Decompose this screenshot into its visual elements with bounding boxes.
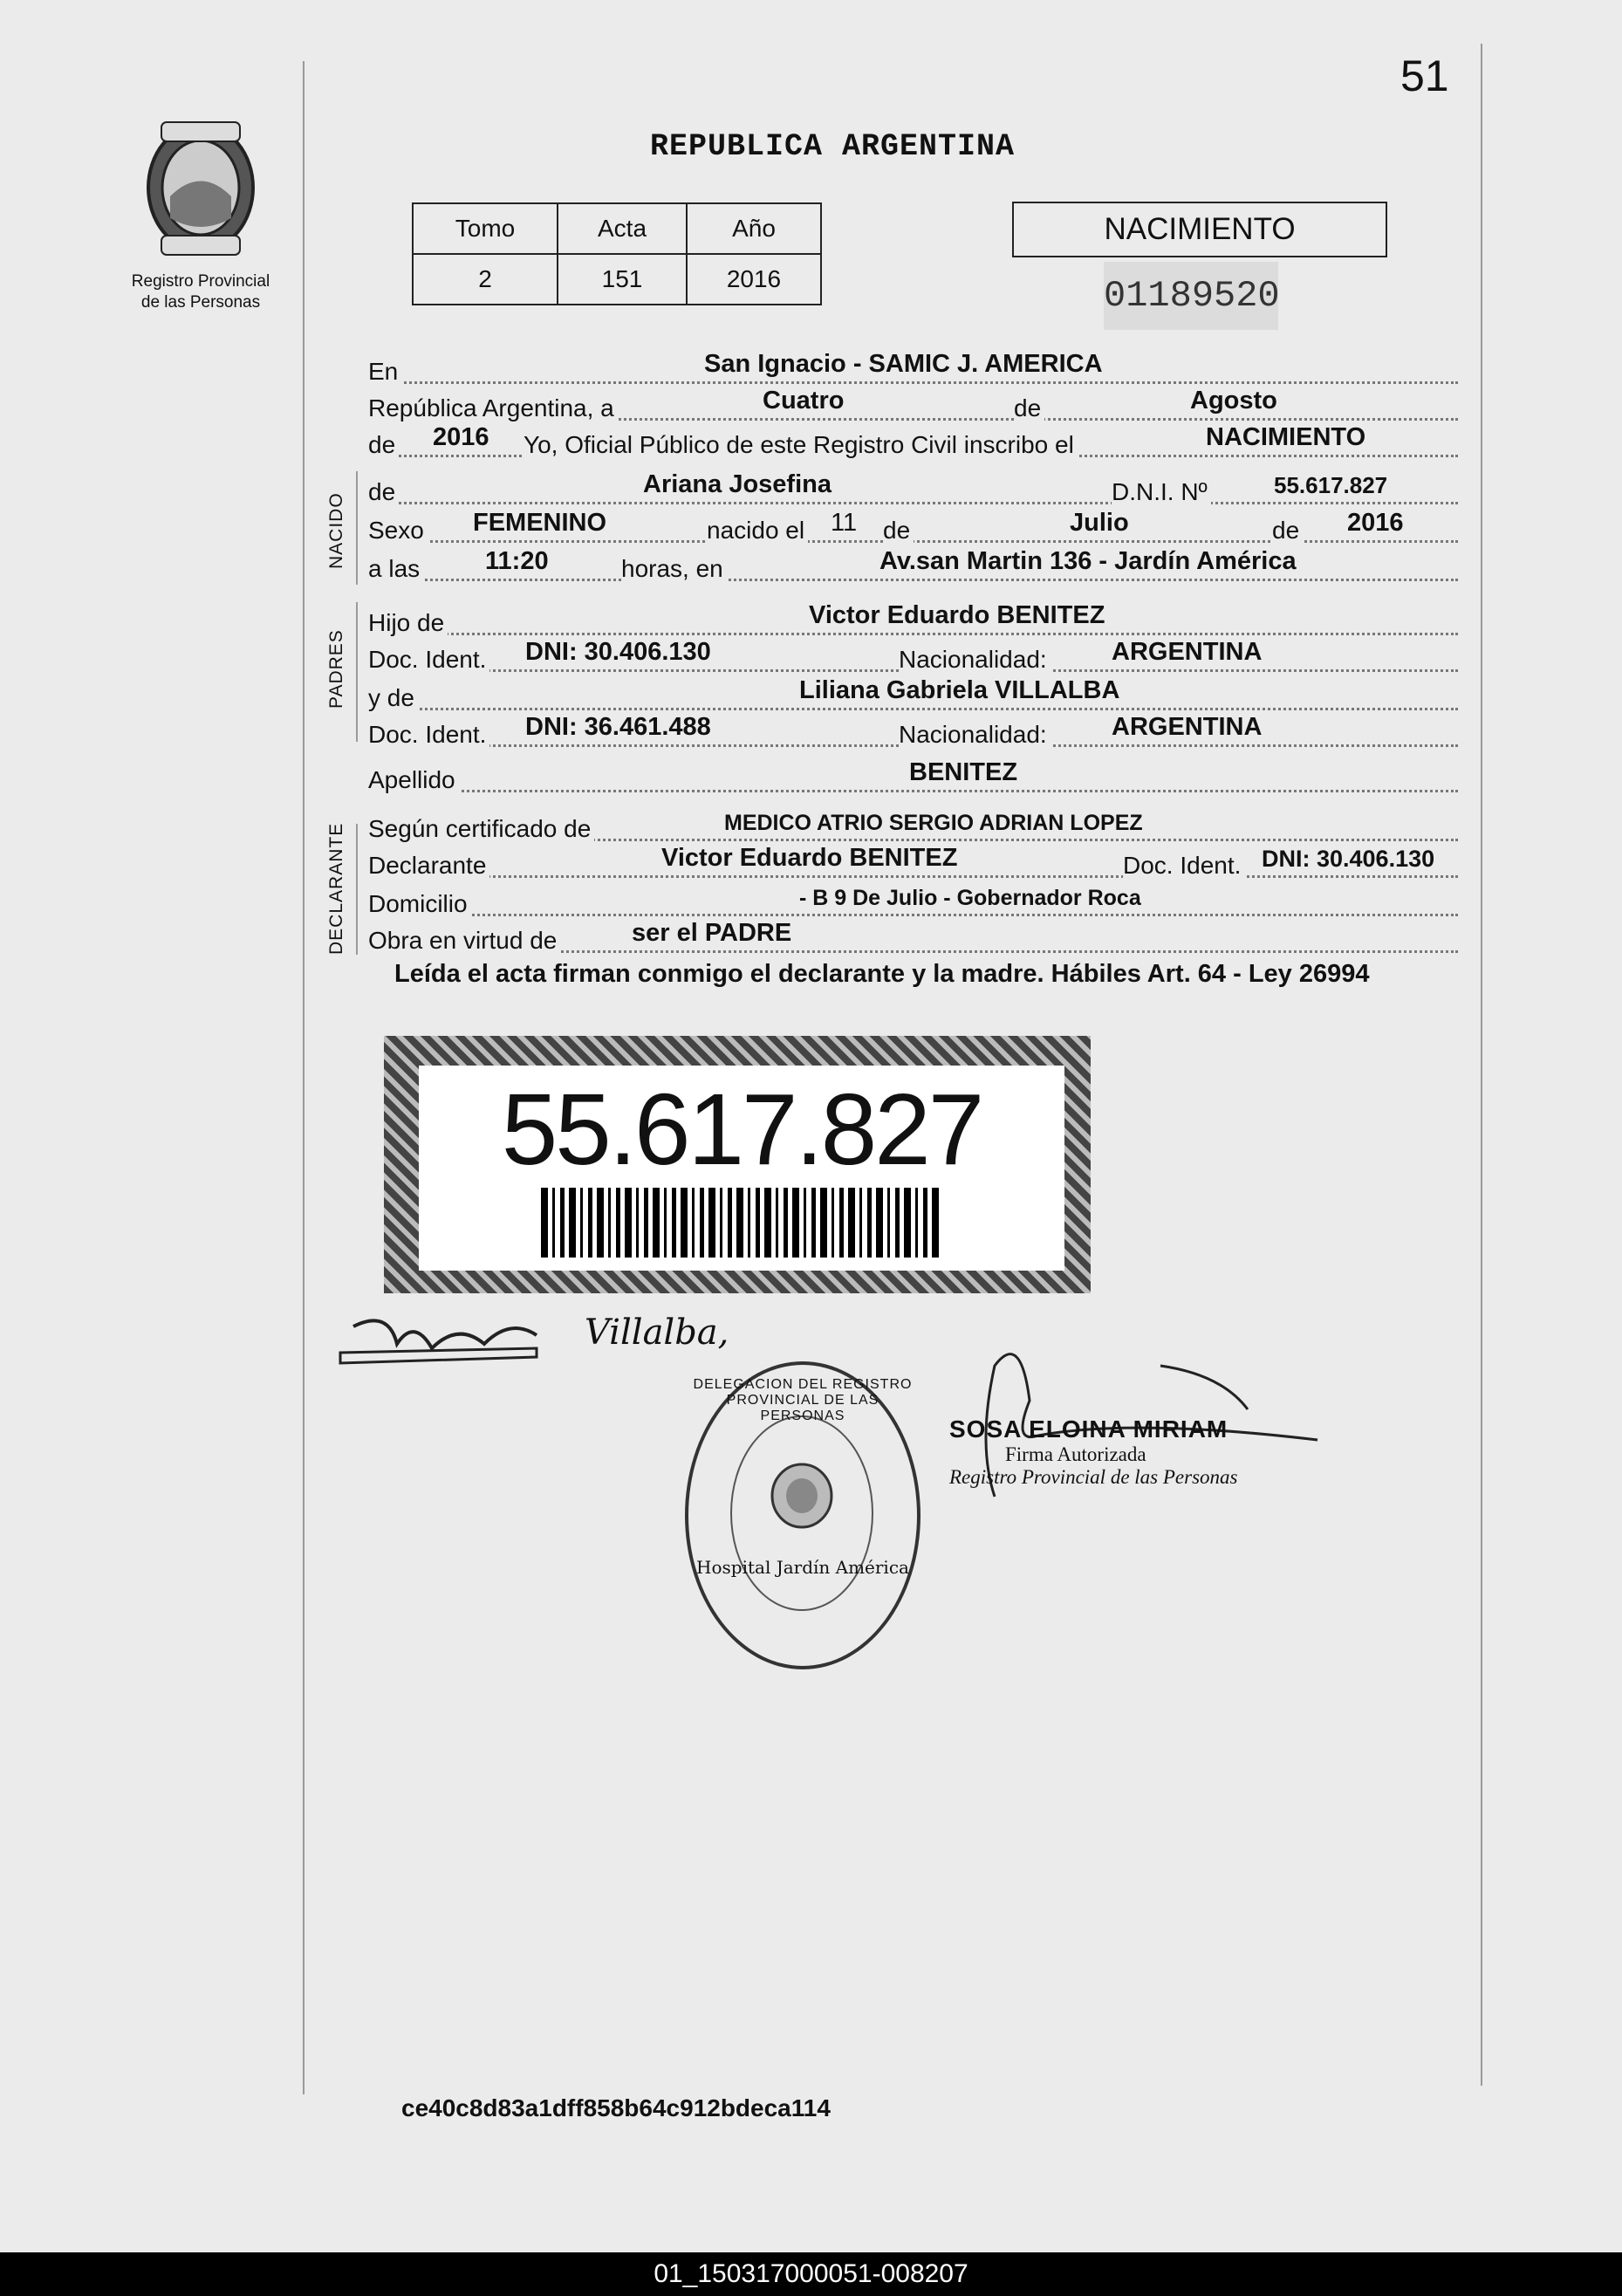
row-certificado bbox=[368, 808, 1458, 846]
registry-logo bbox=[113, 113, 288, 313]
value-padre-doc: DNI: 30.406.130 bbox=[525, 638, 711, 666]
label-de3: de bbox=[368, 478, 399, 506]
value-padre: Victor Eduardo BENITEZ bbox=[809, 601, 1105, 629]
signatures bbox=[336, 1300, 729, 1383]
value-birth-time: 11:20 bbox=[485, 547, 549, 575]
stamp-inner-text: Hospital Jardín América bbox=[696, 1557, 909, 1578]
value-apellido: BENITEZ bbox=[909, 758, 1018, 786]
page-number: 51 bbox=[1400, 51, 1449, 100]
dotted-line bbox=[368, 579, 1458, 581]
logo-caption bbox=[113, 271, 288, 313]
header-ano: Año bbox=[687, 203, 821, 254]
label-yde: y de bbox=[368, 684, 418, 712]
stamp-emblem-icon bbox=[767, 1461, 837, 1531]
row-fecha bbox=[368, 387, 1458, 426]
row-padre-doc bbox=[368, 639, 1458, 677]
section-line-declarante bbox=[356, 824, 358, 955]
row-madre bbox=[368, 677, 1458, 716]
value-tomo: 2 bbox=[413, 254, 558, 305]
label-de5: de bbox=[1272, 517, 1303, 545]
record-table bbox=[412, 202, 822, 305]
row-sexo bbox=[368, 510, 1458, 548]
logo-caption-line2: de las Personas bbox=[140, 293, 261, 312]
document-hash: ce40c8d83a1dff858b64c912bdeca114 bbox=[401, 2094, 831, 2121]
row-madre-doc bbox=[368, 714, 1458, 752]
authority-role: Firma Autorizada bbox=[1005, 1443, 1146, 1465]
value-day: Cuatro bbox=[763, 387, 845, 415]
value-place: San Ignacio - SAMIC J. AMERICA bbox=[704, 350, 1103, 378]
label-sexo: Sexo bbox=[368, 517, 428, 545]
dotted-line bbox=[368, 914, 1458, 916]
row-apellido bbox=[368, 759, 1458, 798]
label-en: En bbox=[368, 358, 401, 386]
label-doc: Doc. Ident. bbox=[368, 646, 489, 674]
value-month: Agosto bbox=[1190, 387, 1277, 415]
section-nacido: NACIDO bbox=[326, 492, 346, 569]
value-birth-day: 11 bbox=[831, 509, 858, 537]
authority-name: SOSA ELOINA MIRIAM bbox=[949, 1415, 1228, 1443]
coat-of-arms-icon bbox=[135, 113, 266, 262]
label-alas: a las bbox=[368, 555, 423, 583]
dotted-line bbox=[368, 633, 1458, 635]
value-year: 2016 bbox=[433, 423, 489, 451]
value-birth-year: 2016 bbox=[1347, 509, 1404, 537]
section-declarante: DECLARANTE bbox=[326, 822, 346, 955]
value-obra: ser el PADRE bbox=[632, 919, 792, 947]
label-de4: de bbox=[883, 517, 914, 545]
dotted-line bbox=[368, 790, 1458, 792]
act-type-box: NACIMIENTO bbox=[1012, 202, 1387, 257]
label-nacido: nacido el bbox=[707, 517, 808, 545]
value-certificado: MEDICO ATRIO SERGIO ADRIAN LOPEZ bbox=[724, 811, 1143, 835]
label-doc: Doc. Ident. bbox=[1123, 852, 1244, 880]
id-badge-number: 55.617.827 bbox=[501, 1073, 982, 1186]
value-acta: 151 bbox=[558, 254, 687, 305]
dotted-line bbox=[368, 381, 1458, 384]
row-obra bbox=[368, 920, 1458, 958]
barcode bbox=[541, 1188, 942, 1258]
label-republica: República Argentina, a bbox=[368, 394, 618, 422]
dotted-line bbox=[368, 875, 1458, 878]
dotted-line bbox=[368, 502, 1458, 504]
value-domicilio: - B 9 De Julio - Gobernador Roca bbox=[799, 886, 1141, 910]
signature-declarante bbox=[336, 1300, 554, 1379]
label-horas: horas, en bbox=[621, 555, 727, 583]
left-margin-line bbox=[303, 61, 305, 2094]
section-line-nacido bbox=[356, 471, 358, 585]
value-sexo: FEMENINO bbox=[473, 509, 607, 537]
serial-number: 01189520 bbox=[1104, 262, 1278, 330]
id-badge bbox=[384, 1036, 1091, 1293]
authority-block bbox=[949, 1415, 1237, 1489]
dotted-line bbox=[368, 708, 1458, 710]
value-padre-nac: ARGENTINA bbox=[1112, 638, 1263, 666]
label-segun: Según certificado de bbox=[368, 815, 594, 843]
value-dni: 55.617.827 bbox=[1274, 472, 1388, 498]
right-margin-line bbox=[1481, 44, 1482, 2086]
label-de: de bbox=[1014, 394, 1044, 422]
value-madre-doc: DNI: 36.461.488 bbox=[525, 713, 711, 741]
label-domicilio: Domicilio bbox=[368, 890, 471, 918]
value-declarante: Victor Eduardo BENITEZ bbox=[661, 844, 958, 872]
id-badge-panel bbox=[419, 1066, 1064, 1271]
label-nacionalidad: Nacionalidad: bbox=[899, 721, 1051, 749]
value-madre-nac: ARGENTINA bbox=[1112, 713, 1263, 741]
label-doc: Doc. Ident. bbox=[368, 721, 489, 749]
value-birth-month: Julio bbox=[1070, 509, 1129, 537]
label-dni: D.N.I. Nº bbox=[1112, 478, 1211, 506]
value-declarante-doc: DNI: 30.406.130 bbox=[1262, 846, 1435, 872]
label-obra: Obra en virtud de bbox=[368, 927, 560, 955]
document-title: REPUBLICA ARGENTINA bbox=[650, 129, 1016, 164]
row-inscribe bbox=[368, 424, 1458, 463]
header-tomo: Tomo bbox=[413, 203, 558, 254]
label-declarante: Declarante bbox=[368, 852, 489, 880]
row-nombre bbox=[368, 471, 1458, 510]
value-nombre: Ariana Josefina bbox=[643, 470, 832, 498]
signature-madre: Villalba, bbox=[585, 1312, 729, 1353]
section-padres: PADRES bbox=[326, 629, 346, 709]
label-apellido: Apellido bbox=[368, 766, 459, 794]
value-ano: 2016 bbox=[687, 254, 821, 305]
row-declarante bbox=[368, 845, 1458, 883]
row-hora bbox=[368, 548, 1458, 586]
label-yo: Yo, Oficial Público de este Registro Civil inscribo el bbox=[524, 431, 1078, 459]
value-madre: Liliana Gabriela VILLALBA bbox=[799, 676, 1120, 704]
header-acta: Acta bbox=[558, 203, 687, 254]
row-domicilio bbox=[368, 883, 1458, 922]
footer-id-bar: 01_150317000051-008207 bbox=[0, 2252, 1622, 2296]
stamp-text: DELEGACION DEL REGISTRO PROVINCIAL DE LAS PERSONAS bbox=[693, 1377, 913, 1423]
closing-text: Leída el acta firman conmigo el declarante y la madre. Hábiles Art. 64 - Ley 26994 bbox=[394, 960, 1370, 988]
row-en bbox=[368, 351, 1458, 389]
authority-office: Registro Provincial de las Personas bbox=[949, 1466, 1238, 1488]
label-nacionalidad: Nacionalidad: bbox=[899, 646, 1051, 674]
logo-caption-line1: Registro Provincial bbox=[131, 272, 270, 291]
record-header-row bbox=[413, 203, 821, 254]
registry-stamp bbox=[685, 1361, 921, 1669]
value-inscribo: NACIMIENTO bbox=[1206, 423, 1366, 451]
section-line-padres bbox=[356, 602, 358, 742]
value-birth-place: Av.san Martin 136 - Jardín América bbox=[879, 547, 1297, 575]
label-de2: de bbox=[368, 431, 399, 459]
label-hijo: Hijo de bbox=[368, 609, 448, 637]
row-padre bbox=[368, 602, 1458, 641]
record-value-row bbox=[413, 254, 821, 305]
